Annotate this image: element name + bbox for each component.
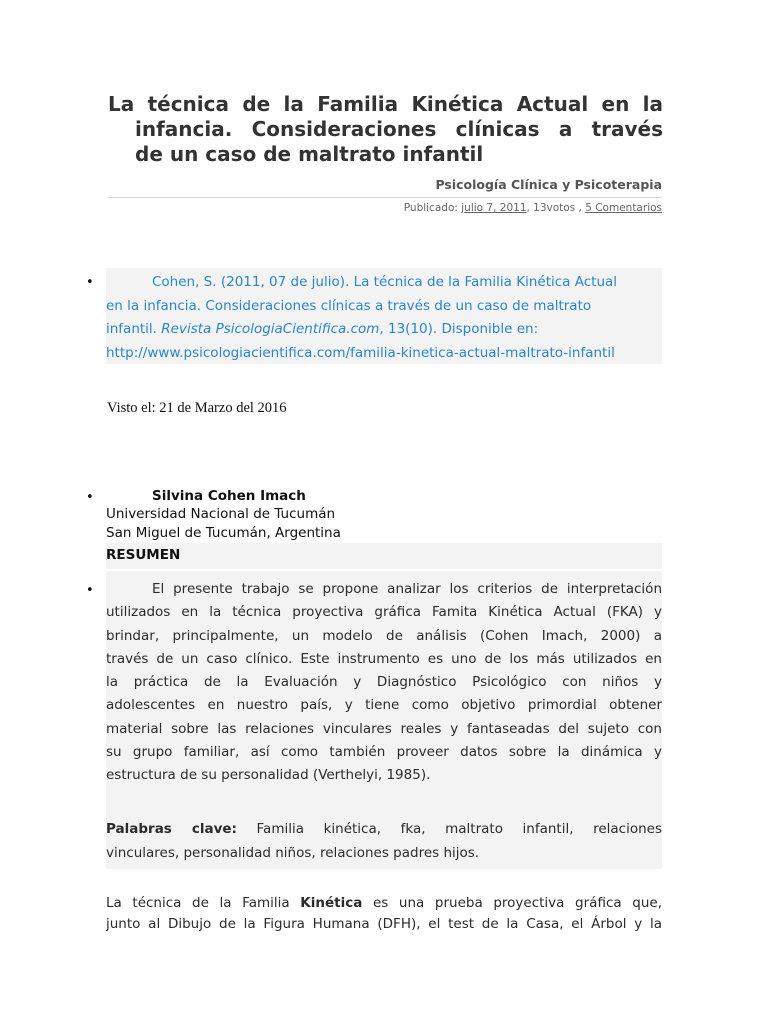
abstract-line: material sobre las relaciones vinculares reales y fantaseadas del sujeto con: [106, 720, 662, 737]
abstract-line: El presente trabajo se propone analizar los criterios de interpretación: [152, 581, 662, 597]
abstract-line: su grupo familiar, así como también proveer datos sobre la dinámica y: [106, 744, 662, 761]
category-label[interactable]: Psicología Clínica y Psicoterapia: [435, 177, 662, 192]
keywords-block: [106, 817, 662, 865]
abstract-line: utilizados en la técnica proyectiva gráfica Famita Kinética Actual (FKA) y: [106, 604, 662, 621]
body-line-1: [106, 893, 662, 914]
author-name: Silvina Cohen Imach: [152, 488, 306, 504]
journal-name: Revista PsicologiaCientifica.com: [161, 321, 380, 337]
bullet-abstract: •: [86, 583, 94, 598]
citation-line-2: en la infancia. Consideraciones clínicas a través de un caso de maltrato: [106, 297, 592, 314]
author-location: San Miguel de Tucumán, Argentina: [106, 525, 341, 541]
abstract-line: estructura de su personalidad (Verthelyi, 1985).: [106, 767, 431, 784]
published-meta: [404, 202, 662, 214]
citation-line-3: [106, 318, 662, 342]
keywords-line-2: vinculares, personalidad niños, relaciones padres hijos.: [106, 845, 480, 861]
citation-url[interactable]: http://www.psicologiacientifica.com/familia-kinetica-actual-maltrato-infantil: [106, 344, 615, 361]
body-prefix: La técnica de la Familia: [106, 895, 301, 911]
article-title: [108, 92, 663, 167]
abstract-text: [106, 578, 662, 788]
abstract-line: la práctica de la Evaluación y Diagnóstico Psicológico con niños y: [106, 674, 662, 691]
keywords-line-1: [106, 817, 662, 841]
author-university: Universidad Nacional de Tucumán: [106, 506, 336, 522]
header-divider: [108, 197, 662, 198]
citation-prefix: infantil.: [106, 321, 162, 337]
resumen-background: [106, 543, 662, 569]
body-bold-term: Kinética: [300, 895, 363, 911]
bullet-author: •: [86, 490, 94, 505]
published-prefix: Publicado:: [403, 202, 462, 214]
comments-link[interactable]: 5 Comentarios: [585, 202, 662, 214]
abstract-line: través de un caso clínico. Este instrumento es uno de los más utilizados en: [106, 650, 662, 667]
bullet-citation: •: [86, 275, 94, 290]
resumen-heading: RESUMEN: [106, 547, 181, 563]
body-line-2: junto al Dibujo de la Figura Humana (DFH), el test de la Casa, el Árbol y la: [106, 916, 662, 932]
abstract-line: adolescentes en nuestro país, y tiene como objetivo primordial obtener: [106, 697, 662, 714]
citation-line-1: Cohen, S. (2011, 07 de julio). La técnica de la Familia Kinética Actual: [152, 274, 618, 290]
body-paragraph: [106, 893, 662, 935]
viewed-date: Visto el: 21 de Marzo del 2016: [107, 400, 287, 416]
title-line-3: de un caso de maltrato infantil: [135, 142, 484, 166]
title-line-2: infancia. Consideraciones clínicas a través: [135, 117, 663, 141]
citation-block: [106, 271, 662, 365]
abstract-line: brindar, principalmente, un modelo de análisis (Cohen Imach, 2000) a: [106, 627, 662, 644]
body-suffix: es una prueba proyectiva gráfica que,: [362, 895, 662, 911]
keywords-values-1: Familia kinética, fka, maltrato infantil, relaciones: [236, 821, 662, 837]
citation-suffix: , 13(10). Disponible en:: [379, 321, 539, 337]
title-line-1: La técnica de la Familia Kinética Actual en la: [108, 92, 663, 116]
keywords-label: Palabras clave:: [106, 821, 237, 837]
votes-count: , 13votos ,: [526, 202, 586, 214]
published-date-link[interactable]: julio 7, 2011: [461, 202, 527, 214]
